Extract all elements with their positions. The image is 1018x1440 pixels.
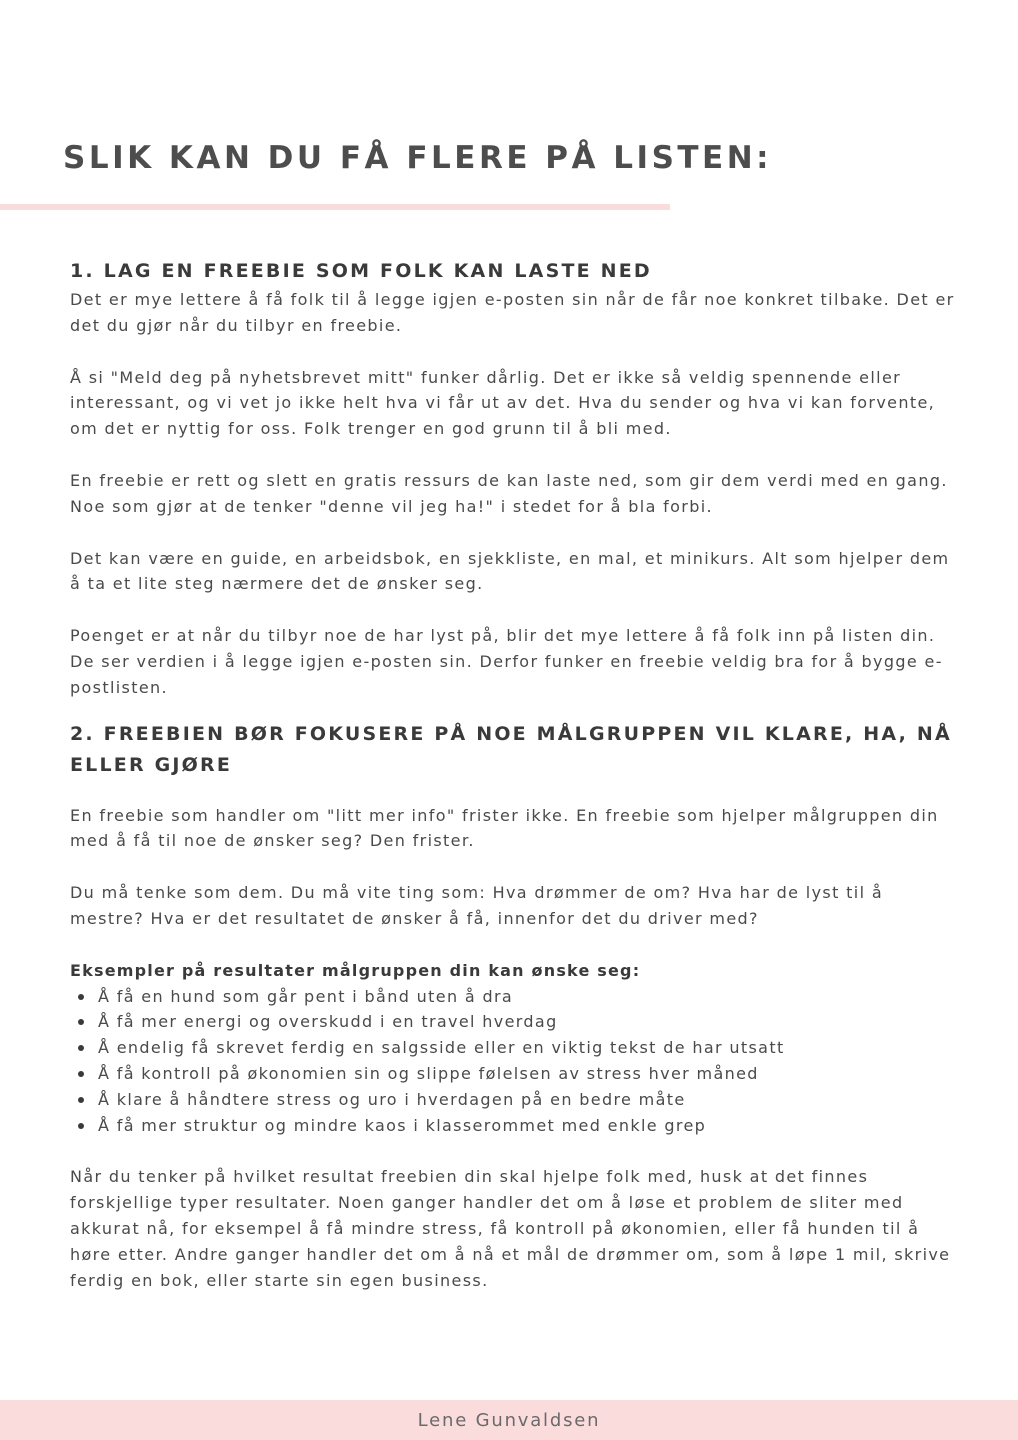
document-body	[70, 256, 960, 1293]
section-2-paragraph-1: En freebie som handler om "litt mer info" frister ikke. En freebie som hjelper målgruppen din med å få til noe de ønsker seg? Den frister.	[70, 805, 939, 851]
bullet-icon	[78, 1097, 84, 1103]
section-1-paragraph-2: Å si "Meld deg på nyhetsbrevet mitt" funker dårlig. Det er ikke så veldig spennende eller interessant, og vi vet jo ikke helt hva vi får ut av det. Hva du sender og hva vi kan forvente, om det er nyttig for oss. Folk trenger en god grunn til å bli med.	[70, 367, 936, 439]
section-1-paragraph-1: Det er mye lettere å få folk til å legge igjen e-posten sin når de får noe konkret tilbake. Det er det du gjør når du tilbyr en freebie.	[70, 290, 955, 335]
title-underline-divider	[0, 204, 670, 210]
section-2-paragraph-2: Du må tenke som dem. Du må vite ting som: Hva drømmer de om? Hva har de lyst til å mestre? Hva er det resultatet de ønsker å få, innenfor det du driver med?	[70, 883, 883, 928]
footer-author: Lene Gunvaldsen	[417, 1410, 601, 1431]
list-item-text: Å få mer struktur og mindre kaos i klasserommet med enkle grep	[98, 1115, 707, 1135]
list-item-text: Å klare å håndtere stress og uro i hverdagen på en bedre måte	[98, 1089, 686, 1109]
list-item-text: Å få kontroll på økonomien sin og slippe følelsen av stress hver måned	[98, 1063, 759, 1083]
bullet-icon	[78, 994, 84, 1000]
list-item-text: Å få en hund som går pent i bånd uten å dra	[98, 986, 514, 1006]
section-1-paragraph-3: En freebie er rett og slett en gratis ressurs de kan laste ned, som gir dem verdi med en gang. Noe som gjør at de tenker "denne vil jeg ha!" i stedet for å bla forbi.	[70, 470, 948, 516]
section-1-paragraph-5: Poenget er at når du tilbyr noe de har lyst på, blir det mye lettere å få folk inn på listen din. De ser verdien i å legge igjen e-posten sin. Derfor funker en freebie veldig bra for å bygge e-postlisten.	[70, 626, 943, 697]
bullet-icon	[78, 1045, 84, 1051]
section-1-paragraph-4: Det kan være en guide, en arbeidsbok, en sjekkliste, en mal, et minikurs. Alt som hjelper dem å ta et lite steg nærmere det de ønsker seg.	[70, 548, 950, 594]
bullet-icon	[78, 1123, 84, 1129]
list-item	[98, 984, 960, 1010]
bullet-icon	[78, 1019, 84, 1025]
section-1-heading: 1. LAG EN FREEBIE SOM FOLK KAN LASTE NED	[70, 260, 652, 282]
examples-label: Eksempler på resultater målgruppen din kan ønske seg:	[70, 960, 641, 980]
section-2-closing-paragraph: Når du tenker på hvilket resultat freebien din skal hjelpe folk med, husk at det finnes forskjellige typer resultater. Noen ganger handler det om å løse et problem de sliter med akkurat nå, for eksempel å få mindre stress, få kontroll på økonomien, eller få hunden til å høre etter. Andre ganger handler det om å nå et mål de drømmer om, som å løpe 1 mil, skrive ferdig en bok, eller starte sin egen business.	[70, 1167, 951, 1290]
page-title: SLIK KAN DU FÅ FLERE PÅ LISTEN:	[63, 140, 773, 176]
examples-list	[70, 984, 960, 1139]
list-item	[98, 1009, 960, 1035]
list-item-text: Å endelig få skrevet ferdig en salgsside eller en viktig tekst de har utsatt	[98, 1038, 785, 1058]
list-item	[98, 1061, 960, 1087]
list-item	[98, 1087, 960, 1113]
list-item	[98, 1035, 960, 1061]
bullet-icon	[78, 1071, 84, 1077]
list-item	[98, 1113, 960, 1139]
footer-bar	[0, 1400, 1018, 1440]
list-item-text: Å få mer energi og overskudd i en travel hverdag	[98, 1012, 558, 1032]
section-2-heading: 2. FREEBIEN BØR FOKUSERE PÅ NOE MÅLGRUPPEN VIL KLARE, HA, NÅ ELLER GJØRE	[70, 722, 952, 776]
